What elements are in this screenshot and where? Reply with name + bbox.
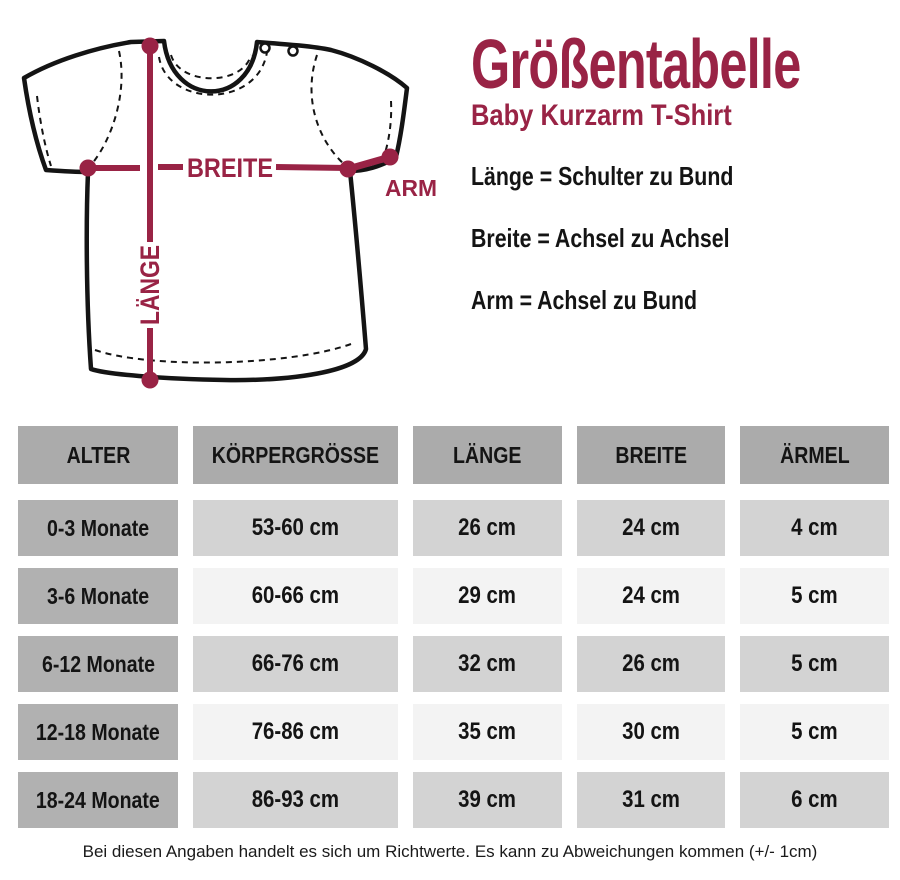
row-header-age: 6-12 Monate — [18, 636, 178, 692]
table-cell: 53-60 cm — [193, 500, 398, 556]
table-cell: 5 cm — [740, 568, 889, 624]
column-header-laenge: LÄNGE — [413, 426, 562, 484]
row-header-age: 12-18 Monate — [18, 704, 178, 760]
row-header-age: 0-3 Monate — [18, 500, 178, 556]
column-header-koerpergroesse: KÖRPERGRÖSSE — [193, 426, 398, 484]
table-cell: 31 cm — [577, 772, 725, 828]
table-cell: 6 cm — [740, 772, 889, 828]
definition-arm: Arm = Achsel zu Bund — [471, 285, 698, 315]
table-cell: 66-76 cm — [193, 636, 398, 692]
table-cell: 26 cm — [413, 500, 562, 556]
diagram-label-breite: BREITE — [187, 153, 273, 183]
page-title: Größentabelle — [471, 25, 801, 103]
size-table — [18, 500, 889, 828]
tshirt-diagram — [0, 0, 450, 410]
table-cell: 5 cm — [740, 704, 889, 760]
definition-breite: Breite = Achsel zu Achsel — [471, 223, 730, 253]
table-cell: 32 cm — [413, 636, 562, 692]
definition-laenge: Länge = Schulter zu Bund — [471, 161, 734, 191]
table-cell: 5 cm — [740, 636, 889, 692]
size-table-header — [18, 426, 889, 484]
table-cell: 39 cm — [413, 772, 562, 828]
row-header-age: 18-24 Monate — [18, 772, 178, 828]
table-cell: 35 cm — [413, 704, 562, 760]
disclaimer-note: Bei diesen Angaben handelt es sich um Richtwerte. Es kann zu Abweichungen kommen (+/- 1cm) — [82, 842, 818, 861]
column-header-breite: BREITE — [577, 426, 725, 484]
diagram-label-laenge: LÄNGE — [135, 230, 165, 325]
tshirt-outline — [24, 41, 407, 380]
diagram-label-arm: ARM — [385, 175, 437, 201]
table-cell: 4 cm — [740, 500, 889, 556]
table-cell: 26 cm — [577, 636, 725, 692]
table-cell: 24 cm — [577, 500, 725, 556]
table-cell: 76-86 cm — [193, 704, 398, 760]
table-cell: 24 cm — [577, 568, 725, 624]
table-cell: 86-93 cm — [193, 772, 398, 828]
table-cell: 29 cm — [413, 568, 562, 624]
row-header-age: 3-6 Monate — [18, 568, 178, 624]
table-cell: 30 cm — [577, 704, 725, 760]
column-header-alter: ALTER — [18, 426, 178, 484]
column-header-aermel: ÄRMEL — [740, 426, 889, 484]
measurement-definitions — [471, 163, 791, 349]
page-subtitle: Baby Kurzarm T-Shirt — [471, 99, 732, 132]
table-cell: 60-66 cm — [193, 568, 398, 624]
